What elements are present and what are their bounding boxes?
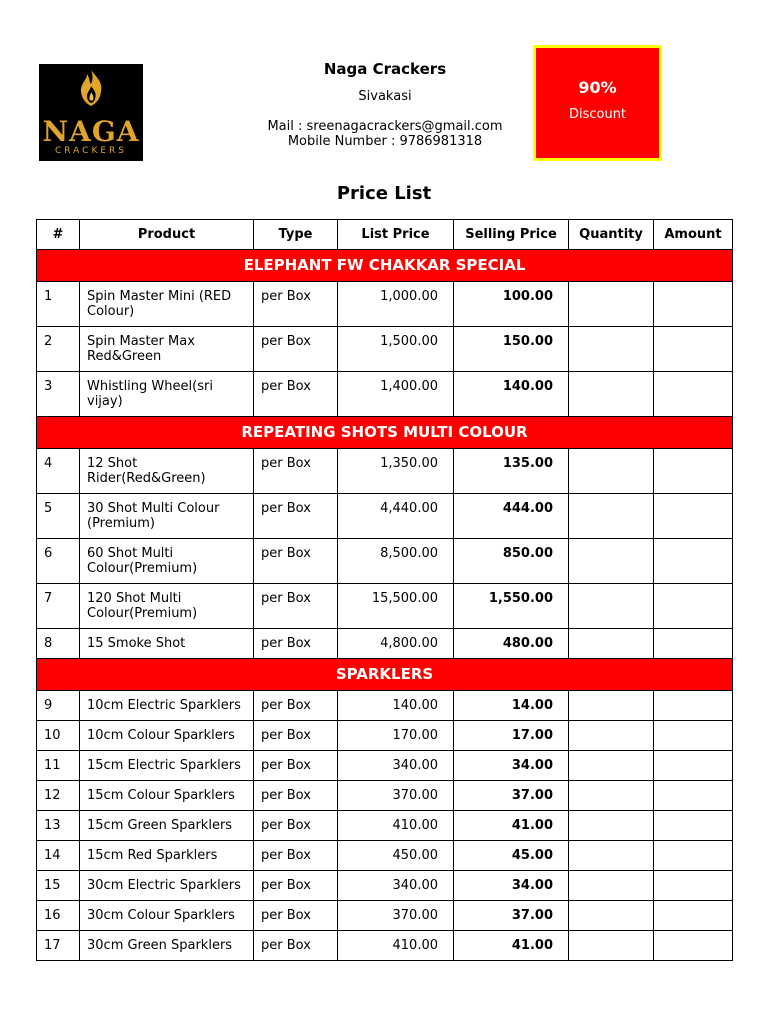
cell-type: per Box [254, 494, 338, 539]
cell-product: 12 Shot Rider(Red&Green) [80, 449, 254, 494]
cell-selling-price: 41.00 [454, 931, 569, 961]
table-row [37, 901, 733, 931]
cell-selling-price: 14.00 [454, 691, 569, 721]
cell-product: 30cm Green Sparklers [80, 931, 254, 961]
cell-selling-price: 41.00 [454, 811, 569, 841]
cell-quantity[interactable] [569, 871, 654, 901]
discount-percent: 90% [578, 78, 617, 97]
table-row [37, 871, 733, 901]
cell-number: 2 [37, 327, 80, 372]
cell-quantity[interactable] [569, 449, 654, 494]
category-row [37, 250, 733, 282]
cell-amount [654, 901, 733, 931]
cell-list-price: 170.00 [338, 721, 454, 751]
company-mobile: Mobile Number : 9786981318 [287, 134, 483, 149]
cell-product: 30 Shot Multi Colour (Premium) [80, 494, 254, 539]
cell-type: per Box [254, 871, 338, 901]
cell-type: per Box [254, 539, 338, 584]
cell-number: 10 [37, 721, 80, 751]
cell-selling-price: 480.00 [454, 629, 569, 659]
cell-list-price: 410.00 [338, 931, 454, 961]
cell-selling-price: 34.00 [454, 751, 569, 781]
cell-number: 16 [37, 901, 80, 931]
company-mail: Mail : sreenagacrackers@gmail.com [267, 119, 503, 134]
cell-quantity[interactable] [569, 751, 654, 781]
cell-list-price: 4,800.00 [338, 629, 454, 659]
cell-list-price: 410.00 [338, 811, 454, 841]
category-title: ELEPHANT FW CHAKKAR SPECIAL [37, 250, 733, 282]
table-row [37, 539, 733, 584]
table-row [37, 449, 733, 494]
cell-amount [654, 721, 733, 751]
table-row [37, 841, 733, 871]
cell-selling-price: 17.00 [454, 721, 569, 751]
cell-type: per Box [254, 751, 338, 781]
cell-number: 3 [37, 372, 80, 417]
cell-type: per Box [254, 584, 338, 629]
cell-type: per Box [254, 721, 338, 751]
table-row [37, 721, 733, 751]
cell-quantity[interactable] [569, 584, 654, 629]
cell-product: 10cm Colour Sparklers [80, 721, 254, 751]
cell-amount [654, 931, 733, 961]
cell-amount [654, 751, 733, 781]
table-row [37, 372, 733, 417]
col-header-product: Product [80, 220, 254, 250]
cell-quantity[interactable] [569, 721, 654, 751]
cell-product: Spin Master Mini (RED Colour) [80, 282, 254, 327]
table-row [37, 494, 733, 539]
cell-amount [654, 781, 733, 811]
cell-quantity[interactable] [569, 781, 654, 811]
cell-product: 15cm Colour Sparklers [80, 781, 254, 811]
cell-amount [654, 691, 733, 721]
cell-product: 15cm Red Sparklers [80, 841, 254, 871]
cell-number: 17 [37, 931, 80, 961]
cell-product: 15 Smoke Shot [80, 629, 254, 659]
table-header-row [37, 220, 733, 250]
cell-quantity[interactable] [569, 629, 654, 659]
table-row [37, 751, 733, 781]
cell-number: 15 [37, 871, 80, 901]
cell-selling-price: 45.00 [454, 841, 569, 871]
cell-selling-price: 37.00 [454, 781, 569, 811]
cell-product: 120 Shot Multi Colour(Premium) [80, 584, 254, 629]
cell-selling-price: 444.00 [454, 494, 569, 539]
col-header-amount: Amount [654, 220, 733, 250]
table-row [37, 584, 733, 629]
cell-amount [654, 327, 733, 372]
discount-badge [533, 45, 662, 161]
cell-list-price: 1,400.00 [338, 372, 454, 417]
cell-quantity[interactable] [569, 327, 654, 372]
category-row [37, 417, 733, 449]
cell-amount [654, 494, 733, 539]
cell-product: 60 Shot Multi Colour(Premium) [80, 539, 254, 584]
cell-amount [654, 449, 733, 494]
cell-quantity[interactable] [569, 841, 654, 871]
cell-selling-price: 100.00 [454, 282, 569, 327]
cell-number: 9 [37, 691, 80, 721]
col-header-selling-price: Selling Price [454, 220, 569, 250]
col-header-type: Type [254, 220, 338, 250]
table-row [37, 931, 733, 961]
cell-product: 30cm Colour Sparklers [80, 901, 254, 931]
cell-selling-price: 1,550.00 [454, 584, 569, 629]
category-title: REPEATING SHOTS MULTI COLOUR [37, 417, 733, 449]
cell-list-price: 340.00 [338, 871, 454, 901]
cell-type: per Box [254, 629, 338, 659]
col-header-list-price: List Price [338, 220, 454, 250]
cell-product: 30cm Electric Sparklers [80, 871, 254, 901]
cell-quantity[interactable] [569, 494, 654, 539]
cell-type: per Box [254, 841, 338, 871]
cell-quantity[interactable] [569, 282, 654, 327]
company-city: Sivakasi [358, 89, 412, 104]
cell-list-price: 340.00 [338, 751, 454, 781]
cell-product: Spin Master Max Red&Green [80, 327, 254, 372]
cell-amount [654, 811, 733, 841]
cell-number: 5 [37, 494, 80, 539]
cell-type: per Box [254, 282, 338, 327]
cell-amount [654, 871, 733, 901]
cell-type: per Box [254, 327, 338, 372]
col-header-quantity: Quantity [569, 220, 654, 250]
logo-text: NAGA [42, 115, 140, 148]
company-name: Naga Crackers [323, 60, 447, 78]
cell-type: per Box [254, 691, 338, 721]
table-row [37, 629, 733, 659]
cell-number: 14 [37, 841, 80, 871]
cell-number: 12 [37, 781, 80, 811]
table-row [37, 327, 733, 372]
cell-list-price: 4,440.00 [338, 494, 454, 539]
price-table [36, 219, 733, 961]
cell-number: 1 [37, 282, 80, 327]
cell-list-price: 1,500.00 [338, 327, 454, 372]
cell-list-price: 1,350.00 [338, 449, 454, 494]
cell-number: 11 [37, 751, 80, 781]
cell-amount [654, 841, 733, 871]
cell-number: 6 [37, 539, 80, 584]
cell-amount [654, 282, 733, 327]
cell-product: Whistling Wheel(sri vijay) [80, 372, 254, 417]
cell-list-price: 370.00 [338, 901, 454, 931]
cell-type: per Box [254, 811, 338, 841]
cell-amount [654, 372, 733, 417]
cell-quantity[interactable] [569, 539, 654, 584]
cell-number: 8 [37, 629, 80, 659]
discount-label: Discount [568, 107, 627, 122]
cell-quantity[interactable] [569, 931, 654, 961]
col-header-number: # [37, 220, 80, 250]
cell-quantity[interactable] [569, 901, 654, 931]
cell-list-price: 370.00 [338, 781, 454, 811]
category-title: SPARKLERS [37, 659, 733, 691]
cell-type: per Box [254, 372, 338, 417]
cell-list-price: 1,000.00 [338, 282, 454, 327]
table-row [37, 282, 733, 327]
table-row [37, 781, 733, 811]
page-title: Price List [336, 183, 432, 204]
cell-amount [654, 584, 733, 629]
table-row [37, 811, 733, 841]
table-body [37, 250, 733, 961]
company-logo [39, 64, 143, 161]
cell-selling-price: 140.00 [454, 372, 569, 417]
cell-list-price: 140.00 [338, 691, 454, 721]
cell-quantity[interactable] [569, 811, 654, 841]
cell-selling-price: 150.00 [454, 327, 569, 372]
cell-product: 15cm Green Sparklers [80, 811, 254, 841]
cell-selling-price: 135.00 [454, 449, 569, 494]
cell-number: 7 [37, 584, 80, 629]
cell-list-price: 15,500.00 [338, 584, 454, 629]
cell-list-price: 8,500.00 [338, 539, 454, 584]
cell-selling-price: 850.00 [454, 539, 569, 584]
cell-quantity[interactable] [569, 691, 654, 721]
cell-selling-price: 37.00 [454, 901, 569, 931]
cell-type: per Box [254, 931, 338, 961]
cell-selling-price: 34.00 [454, 871, 569, 901]
cell-type: per Box [254, 781, 338, 811]
cell-number: 4 [37, 449, 80, 494]
logo-subtext: CRACKERS [54, 146, 127, 156]
cell-type: per Box [254, 901, 338, 931]
cell-list-price: 450.00 [338, 841, 454, 871]
cell-product: 15cm Electric Sparklers [80, 751, 254, 781]
flame-icon [75, 68, 107, 108]
cell-amount [654, 539, 733, 584]
cell-number: 13 [37, 811, 80, 841]
cell-product: 10cm Electric Sparklers [80, 691, 254, 721]
cell-quantity[interactable] [569, 372, 654, 417]
cell-type: per Box [254, 449, 338, 494]
cell-amount [654, 629, 733, 659]
table-row [37, 691, 733, 721]
category-row [37, 659, 733, 691]
